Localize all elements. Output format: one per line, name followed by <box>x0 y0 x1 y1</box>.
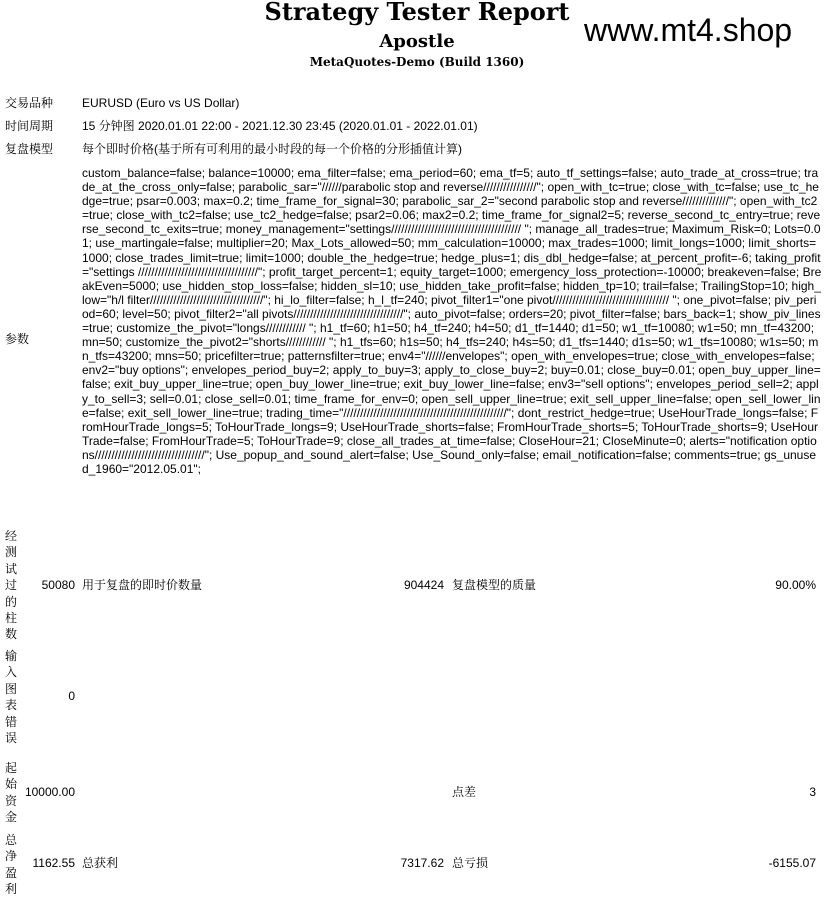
gross-profit-value: 7317.62 <box>400 856 444 870</box>
net-profit-label: 总净盈利 <box>5 833 18 897</box>
gross-loss-value: -6155.07 <box>768 856 816 870</box>
modelling-quality-value: 90.00% <box>775 578 816 592</box>
model-value: 每个即时价格(基于所有可利用的最小时段的每一个价格的分形插值计算) <box>82 142 462 156</box>
spread-label: 点差 <box>452 785 477 799</box>
params-value: custom_balance=false; balance=10000; ema_filter=false; ema_period=60; ema_tf=5; auto_tf_settings=false; auto_trade_at_cross=true; trade_at_the_cross_only=false; parabolic_sar="//////parabolic stop and reverse////////////////"; open_with_tc=true; close_with_tc=false; use_tc_hedge=true; psar=0.003; max=0.2; time_frame_for_signal=30; parabolic_sar_2="second parabolic stop and reverse//////////////"; open_with_tc2=true; close_with_tc2=false; use_tc2_hedge=false; psar2=0.06; max2=0.2; time_frame_for_signal2=5; reverse_second_tc_entry=true; reverse_second_tc_exits=true; money_management="settings/////////////////////////////////////// "; manage_all_trades=true; Maximum_Risk=0; Lots=0.01; use_martingale=false; multiplier=20; Max_Lots_allowed=50; mm_calculation=10000; max_trades=1000; limit_longs=1000; limit_shorts=1000; close_trades_limit=true; limit=1000; double_the_hedge=true; hedge_plus=1; dis_dbl_hedge=false; at_percent_profit=-6; taking_profit="settings ////////////////////////////////////"; profit_target_percent=1; equity_target=1000; emergency_loss_protection=-10000; breakeven=false; BreakEven=5000; use_hidden_stop_loss=false; hidden_sl=10; use_hidden_take_profit=false; hidden_tp=10; trail=false; TrailingStop=10; high_low="h/l filter//////////////////////////////////"; hi_lo_filter=false; h_l_tf=240; pivot_filter1="one pivot/////////////////////////////////// "; one_pivot=false; piv_period=60; level=50; pivot_filter2="all pivots/////////////////////////////////"; auto_pivot=false; orders=20; pivot_filter=false; bars_back=1; show_piv_lines=true; customize_the_pivot="longs//////////// "; h1_tf=60; h1=50; h4_tf=240; h4=50; d1_tf=1440; d1=50; w1_tf=10080; w1=50; mn_tf=43200; mn=50; customize_the_pivot2="shorts//////////// "; h1_tfs=60; h1s=50; h4_tfs=240; h4s=50; d1_tfs=1440; d1s=50; w1_tfs=10080; w1s=50; mn_tfs=43200; mns=50; pricefilter=true; patternsfilter=true; env4="//////envelopes"; open_with_envelopes=true; close_with_envelopes=false; env2="buy options"; envelopes_period_buy=2; apply_to_buy=3; apply_to_close_buy=2; buy=0.01; close_buy=0.01; open_buy_upper_line=false; exit_buy_upper_line=true; open_buy_lower_line=true; exit_buy_lower_line=false; env3="sell options"; envelopes_period_sell=2; apply_to_sell=3; sell=0.01; close_sell=0.01; time_frame_for_env=0; open_sell_upper_line=true; exit_sell_upper_line=false; open_sell_lower_line=false; exit_sell_lower_line=true; trading_time="/////////////////////////////////////////////////"; dont_restrict_hedge=true; UseHourTrade_longs=false; FromHourTrade_longs=5; ToHourTrade_longs=9; UseHourTrade_shorts=false; FromHourTrade_shorts=5; ToHourTrade_shorts=9; UseHourTrade=false; FromHourTrade=5; ToHourTrade=9; close_all_trades_at_time=false; CloseHour=21; CloseMinute=0; alerts="notification options/////////////////////////////////"; Use_popup_and_sound_alert=false; Use_Sound_only=false; email_notification=false; comments=true; gs_unused_1960="2012.05.01"; <box>82 166 822 476</box>
params-label: 参数 <box>5 332 30 346</box>
model-label: 复盘模型 <box>5 142 54 156</box>
gross-loss-label: 总亏损 <box>452 856 489 870</box>
chart-errors-label: 输入图表错误 <box>5 649 18 746</box>
bars-tested-value: 50080 <box>41 578 75 592</box>
expert-name: Apostle <box>379 31 455 52</box>
initial-deposit-label: 起始资金 <box>5 761 18 825</box>
net-profit-value: 1162.55 <box>32 856 75 870</box>
report-title: Strategy Tester Report <box>264 0 570 26</box>
period-label: 时间周期 <box>5 119 54 133</box>
bars-tested-label: 经测试过的柱数 <box>5 529 18 642</box>
symbol-label: 交易品种 <box>5 96 54 110</box>
gross-profit-label: 总获利 <box>82 856 119 870</box>
ticks-modelled-value: 904424 <box>403 578 444 592</box>
server-build: MetaQuotes-Demo (Build 1360) <box>309 55 525 69</box>
spread-value: 3 <box>809 785 816 799</box>
modelling-quality-label: 复盘模型的质量 <box>452 578 537 592</box>
initial-deposit-value: 10000.00 <box>24 785 75 799</box>
ticks-modelled-label: 用于复盘的即时价数量 <box>82 578 203 592</box>
watermark: www.mt4.shop <box>584 12 793 48</box>
period-value: 15 分钟图 2020.01.01 22:00 - 2021.12.30 23:45 (2020.01.01 - 2022.01.01) <box>82 119 478 133</box>
chart-errors-value: 0 <box>68 689 75 703</box>
symbol-value: EURUSD (Euro vs US Dollar) <box>82 96 240 110</box>
